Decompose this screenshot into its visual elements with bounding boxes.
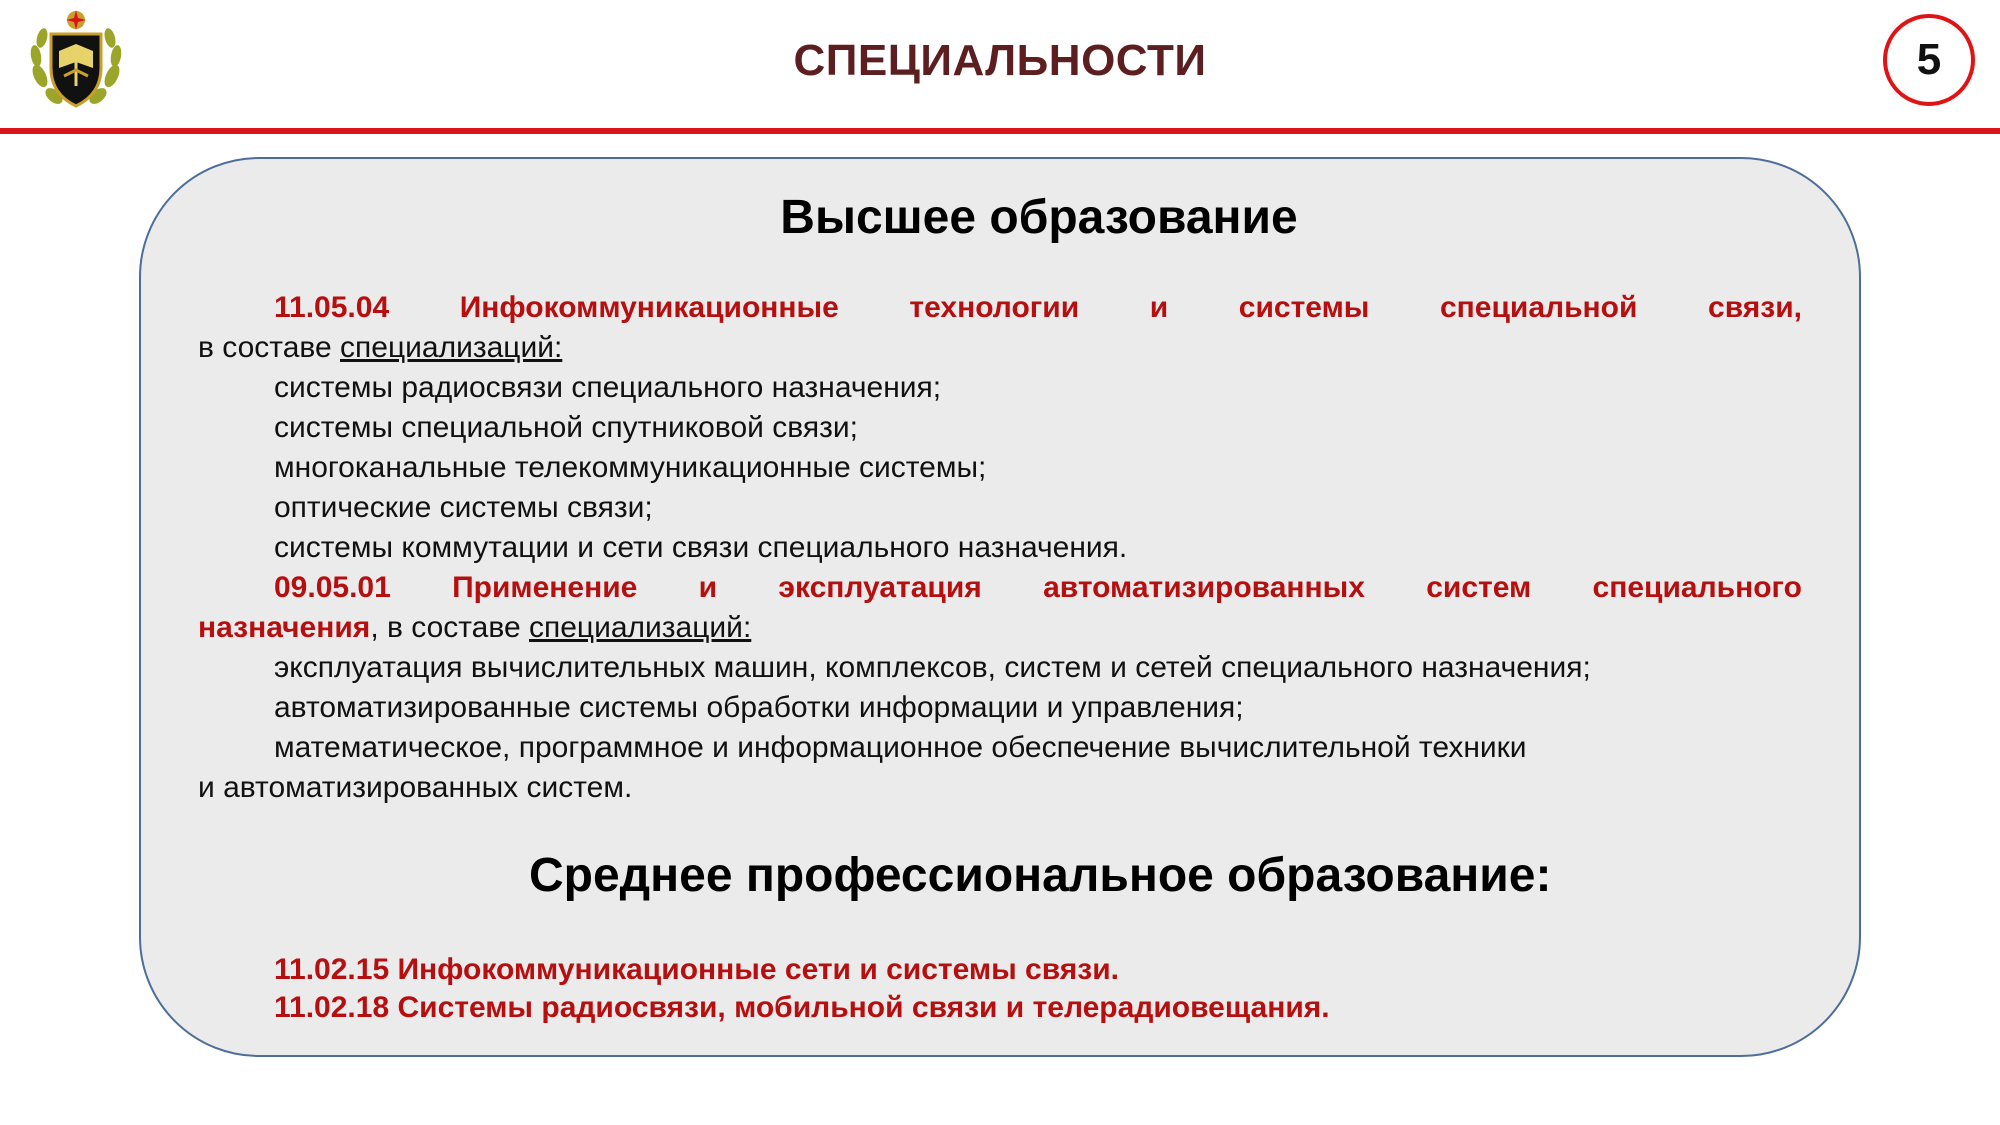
spec2-name-cont: назначения [198, 611, 371, 644]
spec2-name-word: эксплуатация [778, 571, 982, 604]
spec1-intro [198, 328, 562, 368]
secondary-item: 11.02.15 Инфокоммуникационные сети и системы связи. [274, 953, 1119, 986]
spec1-intro-prefix: в составе [198, 331, 341, 364]
spec2-code: 09.05.01 [274, 571, 391, 604]
spec2-name-word: специального [1592, 571, 1802, 604]
spec2-item: эксплуатация вычислительных машин, комплексов, систем и сетей специального назначения; [274, 651, 1591, 684]
spec1-code: 11.05.04 [274, 291, 390, 324]
header-divider [0, 128, 2000, 134]
spec2-item-cont: и автоматизированных систем. [198, 771, 633, 804]
spec1-name-word: системы [1238, 291, 1370, 324]
spec2-intro-prefix: , в составе [370, 611, 529, 644]
spec2-name-word: Применение [452, 571, 638, 604]
spec1-name-word: и [1149, 291, 1169, 324]
spec1-item: оптические системы связи; [274, 491, 653, 524]
spec1-title-line [274, 288, 1802, 328]
slide-title: СПЕЦИАЛЬНОСТИ [793, 36, 1207, 85]
spec2-name-word: систем [1426, 571, 1532, 604]
spec1-item: системы специальной спутниковой связи; [274, 411, 858, 444]
spec1-item: системы радиосвязи специального назначения; [274, 371, 942, 404]
spec1-name-word: технологии [909, 291, 1080, 324]
spec2-name-word: и [698, 571, 718, 604]
spec1-intro-specializations: специализаций: [340, 331, 563, 364]
spec1-name-word: специальной [1440, 291, 1638, 324]
spec2-item: автоматизированные системы обработки информации и управления; [274, 691, 1244, 724]
spec1-name-word: связи, [1708, 291, 1802, 324]
secondary-education-heading: Среднее профессиональное образование: [529, 849, 1552, 902]
spec2-intro-specializations: специализаций: [528, 611, 752, 644]
spec2-item: математическое, программное и информационное обеспечение вычислительной техники [274, 731, 1527, 764]
page-number-badge: 5 [1883, 14, 1975, 106]
spec2-intro [198, 608, 751, 648]
spec2-name-word: автоматизированных [1043, 571, 1365, 604]
secondary-item: 11.02.18 Системы радиосвязи, мобильной связи и телерадиовещания. [274, 991, 1330, 1024]
spec1-name-word: Инфокоммуникационные [459, 291, 839, 324]
higher-education-heading: Высшее образование [780, 191, 1298, 244]
spec2-title-line [274, 568, 1802, 608]
spec1-item: многоканальные телекоммуникационные системы; [274, 451, 987, 484]
spec1-item: системы коммутации и сети связи специального назначения. [274, 531, 1128, 564]
